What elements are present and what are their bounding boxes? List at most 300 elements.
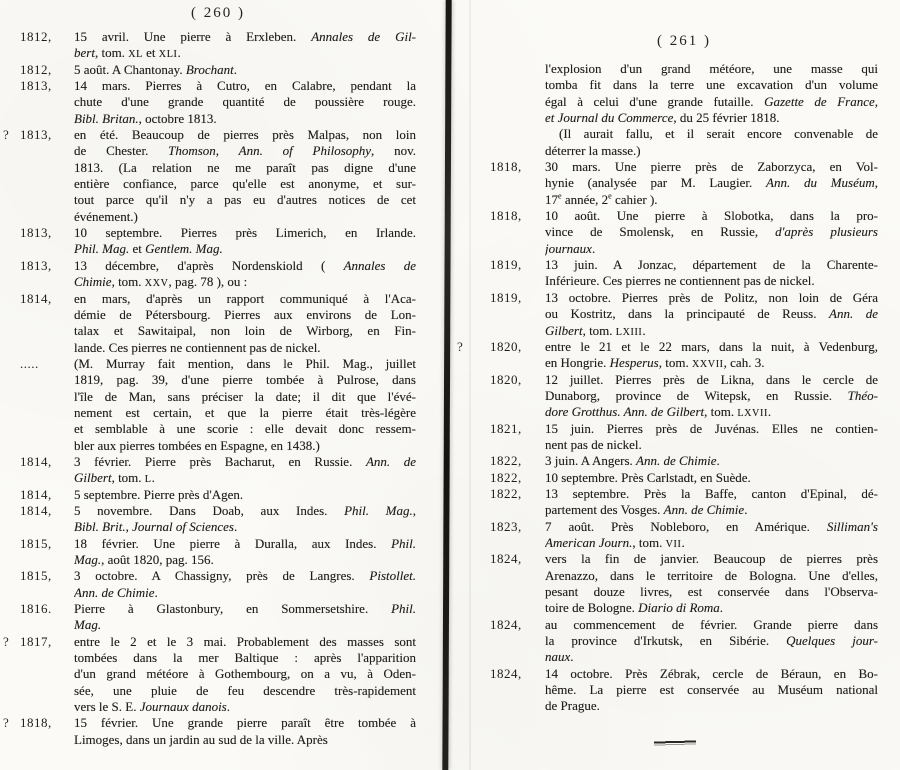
text-line xyxy=(74,683,416,699)
entry-row xyxy=(490,208,878,257)
section-end-rule xyxy=(654,738,696,746)
text-line xyxy=(545,617,878,633)
text-segment: Phil. Mag. xyxy=(344,502,413,518)
text-segment: Gazette de France, xyxy=(764,93,878,109)
text-line xyxy=(74,568,416,584)
text-line xyxy=(74,650,416,666)
text-segment: 30 mars. Une pierre près de Zaborzyca, en Vol- xyxy=(545,159,878,175)
text-segment: Diario di Roma xyxy=(638,600,720,616)
text-segment: 10 août. Une pierre à Slobotka, dans la pro- xyxy=(545,208,878,224)
entry-row xyxy=(3,715,416,748)
text-segment: l'explosion d'un grand météore, une masse qui xyxy=(545,61,878,76)
text-segment: 13 octobre. Pierres près de Politz, non loin de Géra xyxy=(545,289,878,305)
text-line xyxy=(74,585,416,601)
text-line xyxy=(545,519,878,535)
entry-year: 1823, xyxy=(490,518,522,534)
text-segment: , xyxy=(874,175,878,191)
text-line xyxy=(545,649,878,665)
text-segment: année, 2 xyxy=(561,191,609,207)
text-line xyxy=(545,224,878,240)
text-segment: talax et Sawitaipal, non loin de Wirborg, en Fin- xyxy=(74,323,416,339)
entry-year: 1822, xyxy=(490,485,522,501)
text-line xyxy=(545,208,878,224)
text-line xyxy=(74,666,416,682)
entry-row xyxy=(3,633,416,716)
text-segment: en Hongrie. xyxy=(545,355,610,371)
text-segment: Hesperus xyxy=(609,355,659,371)
text-segment: Bibl. Britan. xyxy=(74,110,139,126)
text-segment: vince de Smolensk, en Russie, xyxy=(545,224,776,240)
text-line xyxy=(74,45,416,61)
entry-row xyxy=(490,421,878,454)
text-segment: Journaux danois xyxy=(139,699,227,715)
text-segment: et Journal du Commerce xyxy=(545,110,674,126)
right-page-entries xyxy=(457,61,878,715)
text-segment: , du 25 février 1818. xyxy=(673,110,780,126)
text-segment: Silliman's xyxy=(826,518,878,534)
text-segment: . xyxy=(154,584,158,600)
text-segment: . xyxy=(151,470,155,486)
entry-year: 1814, xyxy=(20,290,52,306)
text-segment: . xyxy=(177,45,181,61)
text-segment: déterrer la masse.) xyxy=(545,142,641,158)
text-line xyxy=(545,323,878,339)
text-segment: tombées dans la mer Baltique : après l'apparition xyxy=(74,650,416,666)
text-line xyxy=(545,77,878,93)
text-segment: d'après plusieurs xyxy=(775,224,878,240)
text-line xyxy=(74,225,416,241)
entry-row xyxy=(490,470,878,486)
text-line xyxy=(545,633,878,649)
text-line xyxy=(545,568,878,584)
entry-row xyxy=(20,356,416,454)
text-segment: démie de Pétersbourg. Pierres aux environs de Lon- xyxy=(74,306,416,322)
entry-row xyxy=(490,453,878,469)
text-line xyxy=(545,273,878,289)
text-segment: Phil. xyxy=(391,601,416,617)
entry-year: 1814, xyxy=(20,486,52,502)
entry-row xyxy=(20,601,416,634)
entry-year: 1817, xyxy=(20,633,52,649)
entry-year: 1820, xyxy=(490,338,522,354)
text-segment: Ann. de Chimie xyxy=(636,453,717,469)
text-segment: vers la fin de janvier. Beaucoup de pierres près xyxy=(545,551,878,567)
text-segment: Thomson, Ann. of Philosophy xyxy=(168,143,372,159)
text-line xyxy=(545,257,878,273)
text-segment: entre le 2 et le 3 mai. Probablement des masses sont xyxy=(74,633,416,649)
text-segment: L xyxy=(144,474,152,486)
text-segment: 10 septembre. Près Carlstadt, en Suède. xyxy=(545,469,751,485)
entry-row xyxy=(490,257,878,290)
text-segment: 15 février. Une grande pierre paraît être tombée à xyxy=(74,715,416,731)
text-segment: Gilbert xyxy=(545,322,583,338)
text-line xyxy=(74,127,416,143)
entry-year: 1824, xyxy=(490,665,522,681)
text-segment: . xyxy=(719,600,724,616)
text-segment: de Prague. xyxy=(545,698,600,714)
text-segment: , tom. xyxy=(94,45,129,61)
text-segment: , nov. xyxy=(371,143,416,159)
page-number-left: ( 260 ) xyxy=(191,5,245,21)
text-segment: 13 décembre, d'après Nordenskiold ( xyxy=(74,257,344,273)
text-line xyxy=(74,601,416,617)
text-segment: Mag. xyxy=(74,552,102,567)
entry-row xyxy=(490,486,878,519)
text-segment: Dunaborg, province de Witepsk, en Russie. xyxy=(545,387,848,403)
text-segment: Inférieure. Ces pierres ne contiennent pas de nickel. xyxy=(545,273,815,289)
text-segment: Mag. xyxy=(74,617,102,633)
text-segment: , cah. 3. xyxy=(723,355,765,371)
text-segment: pesant douze livres, est conservée dans l'Observa- xyxy=(545,584,878,599)
text-line xyxy=(545,290,878,306)
text-line xyxy=(74,715,416,731)
text-segment: Gentlem. Mag. xyxy=(145,241,223,257)
text-segment: 5 novembre. Dans Doab, aux Indes. xyxy=(74,502,345,518)
text-line xyxy=(545,306,878,322)
entry-row xyxy=(20,487,416,503)
text-line xyxy=(545,94,878,110)
text-segment: tout parce qu'il n'y a pas eu d'autres notices de cet xyxy=(74,192,416,208)
text-line xyxy=(545,388,878,404)
text-line xyxy=(74,617,416,633)
text-segment: , tom. xyxy=(111,470,145,486)
text-segment: 14 mars. Pierres à Cutro, en Calabre, pendant la xyxy=(74,78,416,94)
text-segment: Ann. du Muséum xyxy=(766,175,875,191)
text-segment: l'île de Man, sans préciser la date; il dit que l'évé- xyxy=(74,388,416,404)
text-segment: et semblable à une scorie : elle devait donc ressem- xyxy=(74,421,416,437)
text-segment: nement est certain, et que la pierre était très-légère xyxy=(74,404,416,420)
text-segment: lande. Ces pierres ne contiennent pas de nickel. xyxy=(74,339,321,355)
text-line xyxy=(545,551,878,567)
text-segment: Théo- xyxy=(847,387,878,403)
text-line xyxy=(545,372,878,388)
text-segment: . xyxy=(233,61,237,77)
text-segment: toire de Bologne. xyxy=(545,600,639,616)
text-segment: Pistollet. xyxy=(369,568,416,584)
text-line xyxy=(545,486,878,502)
text-line xyxy=(545,241,878,257)
text-segment: vers le S. E. xyxy=(74,699,140,715)
text-line xyxy=(74,258,416,274)
text-segment: 5 août. A Chantonay. xyxy=(74,61,186,77)
text-segment: 3 février. Pierre près Bacharut, en Russie. xyxy=(74,453,366,469)
uncertainty-flag: ? xyxy=(3,633,9,649)
text-segment: égal à celui d'une grande futaille. xyxy=(545,93,765,109)
text-line xyxy=(74,356,416,372)
text-segment: . xyxy=(681,534,685,550)
text-segment: LXVII xyxy=(737,408,768,420)
text-segment: Journal of Sciences xyxy=(132,519,234,535)
text-segment: en été. Beaucoup de pierres près Malpas, non loin xyxy=(74,127,416,143)
text-line xyxy=(74,519,416,535)
entry-row xyxy=(490,519,878,552)
text-segment: LXIII xyxy=(615,326,643,338)
text-segment: 18 février. Une pierre à Duralla, aux Indes. xyxy=(74,535,392,551)
uncertainty-flag: ? xyxy=(3,715,9,731)
text-segment: nent pas de nickel. xyxy=(545,436,642,452)
entry-row xyxy=(20,78,416,127)
text-segment: . xyxy=(570,649,574,665)
text-segment: . xyxy=(226,699,230,715)
text-line xyxy=(545,584,878,600)
text-segment: Chimie xyxy=(74,274,112,290)
text-line xyxy=(74,470,416,486)
entry-year: 1816. xyxy=(20,601,52,617)
text-segment: hême. La pierre est conservée au Muséum national xyxy=(545,682,878,698)
text-segment: naux xyxy=(545,649,571,665)
text-segment: entre le 21 et le 22 mars, dans la nuit, à Vedenburg, xyxy=(545,338,878,354)
text-line xyxy=(74,192,416,208)
entry-year: 1821, xyxy=(490,420,522,436)
entry-year: 1820, xyxy=(490,371,522,387)
text-line xyxy=(74,241,416,257)
text-line xyxy=(74,323,416,339)
entry-row xyxy=(490,61,878,159)
text-segment: Annales de Gil- xyxy=(311,29,416,44)
text-line xyxy=(74,111,416,127)
text-line xyxy=(74,438,416,454)
text-segment: sée, une pluie de feu descendre très-rapidement xyxy=(74,682,416,698)
text-segment: Phil. Mag. xyxy=(74,241,130,257)
scan-crease xyxy=(469,0,471,770)
entry-year: 1813, xyxy=(20,225,52,241)
left-page-entries xyxy=(3,29,416,748)
text-line xyxy=(545,192,878,208)
entry-row xyxy=(20,225,416,258)
text-segment: VII xyxy=(665,538,682,550)
text-line xyxy=(545,110,878,126)
text-segment: Ann. de xyxy=(365,453,416,469)
text-segment: bler aux pierres tombées en Espagne, en 1438.) xyxy=(74,437,320,453)
text-segment: . xyxy=(744,502,748,518)
text-segment: Quelques jour- xyxy=(786,633,878,649)
text-line xyxy=(545,143,878,159)
entry-row xyxy=(490,290,878,339)
text-line xyxy=(74,389,416,405)
text-line xyxy=(74,160,416,176)
text-segment: Phil. xyxy=(391,535,416,551)
text-line xyxy=(545,470,878,486)
entry-year: 1813, xyxy=(20,127,52,143)
text-segment: la province d'Irkutsk, en Sibérie. xyxy=(545,633,787,649)
text-line xyxy=(74,274,416,290)
entry-year: 1814, xyxy=(20,453,52,469)
text-segment: American Journ. xyxy=(545,534,633,550)
entry-year: 1819, xyxy=(490,257,522,273)
text-segment: partement des Vosges. xyxy=(545,502,664,518)
text-segment: , xyxy=(125,519,133,535)
text-segment: 14 octobre. Près Zébrak, cercle de Béraun, en Bo- xyxy=(545,665,878,681)
text-line xyxy=(74,143,416,159)
text-segment: (M. Murray fait mention, dans le Phil. Mag., juillet xyxy=(74,355,416,371)
text-segment: au commencement de février. Grande pierre dans xyxy=(545,616,878,632)
text-segment: XL xyxy=(128,49,143,61)
text-segment: 13 juin. A Jonzac, département de la Charente- xyxy=(545,257,878,273)
text-segment: dore Grotthus. Ann. de Gilbert xyxy=(545,404,705,420)
text-segment: , août 1820, pag. 156. xyxy=(101,552,214,567)
text-line xyxy=(545,61,878,77)
text-line xyxy=(74,291,416,307)
entry-year: ..... xyxy=(20,355,39,371)
text-segment: Ann. de Chimie xyxy=(74,584,155,600)
text-line xyxy=(545,437,878,453)
entry-year: 1818, xyxy=(490,208,522,224)
text-line xyxy=(74,340,416,356)
text-segment: XXVII xyxy=(691,359,724,371)
text-segment: . xyxy=(591,240,596,256)
text-segment: 3 juin. A Angers. xyxy=(545,453,637,469)
text-line xyxy=(545,175,878,191)
page-number-right: ( 261 ) xyxy=(657,33,711,49)
entry-year: 1819, xyxy=(490,289,522,305)
text-line xyxy=(545,698,878,714)
text-segment: en mars, d'après un rapport communiqué à l'Aca- xyxy=(74,290,416,306)
text-segment: , tom. xyxy=(632,534,666,550)
entry-year: 1822, xyxy=(490,469,522,485)
text-segment: tomba fit dans la terre une excavation d'un volume xyxy=(545,77,878,93)
text-line xyxy=(74,487,416,503)
entry-year: 1815, xyxy=(20,535,52,551)
text-segment: Annales de xyxy=(343,257,416,273)
entry-row xyxy=(20,29,416,62)
text-segment: cahier ). xyxy=(611,191,658,207)
text-line xyxy=(74,699,416,715)
text-line xyxy=(545,159,878,175)
text-segment: Arenazzo, dans le territoire de Bologna. Une d'elles, xyxy=(545,567,878,583)
entry-year: 1812, xyxy=(20,29,52,44)
text-segment: de Chester. xyxy=(74,143,169,159)
text-line xyxy=(74,176,416,192)
text-segment: , tom. xyxy=(582,322,616,338)
entry-row xyxy=(3,127,416,225)
uncertainty-flag: ? xyxy=(457,338,463,354)
text-segment: hynie (analysée par M. Laugier. xyxy=(545,175,767,191)
text-line xyxy=(74,634,416,650)
text-segment: 15 juin. Pierres près de Juvénas. Elles ne contien- xyxy=(545,420,878,436)
text-line xyxy=(545,453,878,469)
text-segment: ou Kostritz, dans la principauté de Reuss. xyxy=(545,306,830,322)
page-gutter-shadow xyxy=(442,0,451,770)
text-segment: e xyxy=(608,191,612,201)
text-line xyxy=(545,682,878,698)
text-segment: . xyxy=(233,519,238,535)
text-line xyxy=(545,502,878,518)
text-line xyxy=(74,454,416,470)
entry-row xyxy=(20,503,416,536)
text-segment: 10 septembre. Pierres près Limerich, en Irlande. xyxy=(74,225,416,241)
text-segment: Ann. de Chimie xyxy=(663,502,745,518)
text-line xyxy=(545,404,878,420)
text-line xyxy=(74,503,416,519)
text-line xyxy=(74,29,416,45)
entry-row xyxy=(20,258,416,291)
text-line xyxy=(74,78,416,94)
text-segment: 1813. (La relation ne me paraît pas digne d'une xyxy=(74,159,416,175)
text-line xyxy=(74,94,416,110)
text-segment: Gilbert xyxy=(74,470,112,486)
entry-row xyxy=(490,372,878,421)
text-segment: , tom. xyxy=(704,404,738,420)
text-line xyxy=(545,600,878,616)
entry-row xyxy=(490,159,878,208)
text-segment: . xyxy=(716,453,720,469)
text-segment: , tom. xyxy=(658,355,692,371)
text-segment: Bibl. Brit. xyxy=(74,519,126,535)
entry-row xyxy=(490,551,878,616)
entry-year: 1814, xyxy=(20,502,52,518)
text-line xyxy=(74,307,416,323)
text-segment: entière confiance, parce qu'elle est anonyme, et sur- xyxy=(74,176,416,192)
text-line xyxy=(545,535,878,551)
text-segment: bert xyxy=(74,45,95,61)
text-segment: journaux xyxy=(545,240,592,256)
text-segment: 15 avril. Une pierre à Erxleben. xyxy=(74,29,312,44)
text-segment: , xyxy=(412,502,416,518)
entry-row xyxy=(20,568,416,601)
text-segment: 7 août. Près Nobleboro, en Amérique. xyxy=(545,518,827,534)
text-line xyxy=(74,732,416,748)
text-segment: 12 juillet. Pierres près de Likna, dans le cercle de xyxy=(545,371,878,387)
text-line xyxy=(74,62,416,78)
entry-year: 1815, xyxy=(20,568,52,584)
text-line xyxy=(74,405,416,421)
text-segment: événement.) xyxy=(74,208,138,224)
text-segment: . xyxy=(642,322,646,338)
entry-row xyxy=(457,338,878,372)
entry-year: 1818, xyxy=(20,715,52,731)
text-line xyxy=(545,339,878,355)
text-segment: 5 septembre. Pierre près d'Agen. xyxy=(74,486,244,502)
text-line xyxy=(74,552,416,568)
entry-year: 1822, xyxy=(490,453,522,469)
text-segment: 1819, pag. 39, d'une pierre tombée à Pulrose, dans xyxy=(74,372,416,388)
text-segment: , pag. 78 ), ou : xyxy=(168,274,248,290)
text-segment: , tom. xyxy=(111,274,145,290)
uncertainty-flag: ? xyxy=(3,127,9,143)
text-line xyxy=(545,355,878,371)
text-segment: d'un grand météore à Gothembourg, on a vu, à Oden- xyxy=(74,666,416,682)
text-segment: et xyxy=(129,241,146,257)
text-segment: 3 octobre. A Chassigny, près de Langres. xyxy=(74,568,370,584)
entry-year: 1812, xyxy=(20,61,52,77)
text-segment: , octobre 1813. xyxy=(138,110,217,126)
entry-row xyxy=(20,62,416,78)
entry-row xyxy=(490,666,878,715)
text-segment: (Il aurait fallu, et il serait encore convenable de xyxy=(559,126,878,142)
text-segment: et xyxy=(142,45,159,61)
entry-year: 1824, xyxy=(490,551,522,567)
entry-row xyxy=(20,536,416,569)
text-line xyxy=(74,421,416,437)
text-segment: Ann. de xyxy=(829,306,878,322)
text-line xyxy=(74,372,416,388)
text-segment: e xyxy=(558,191,562,201)
text-line xyxy=(74,536,416,552)
entry-year: 1813, xyxy=(20,78,52,94)
entry-row xyxy=(20,454,416,487)
entry-year: 1818, xyxy=(490,159,522,175)
text-line xyxy=(74,209,416,225)
entry-year: 1813, xyxy=(20,257,52,273)
text-segment: chute d'une grande quantité de poussière rouge. xyxy=(74,94,416,110)
text-line xyxy=(545,666,878,682)
entry-row xyxy=(490,617,878,666)
entry-year: 1824, xyxy=(490,616,522,632)
text-segment: 13 septembre. Près la Baffe, canton d'Epinal, dé- xyxy=(545,485,878,501)
text-line xyxy=(545,421,878,437)
text-segment: XXV xyxy=(144,278,169,290)
text-segment: . xyxy=(767,404,772,420)
